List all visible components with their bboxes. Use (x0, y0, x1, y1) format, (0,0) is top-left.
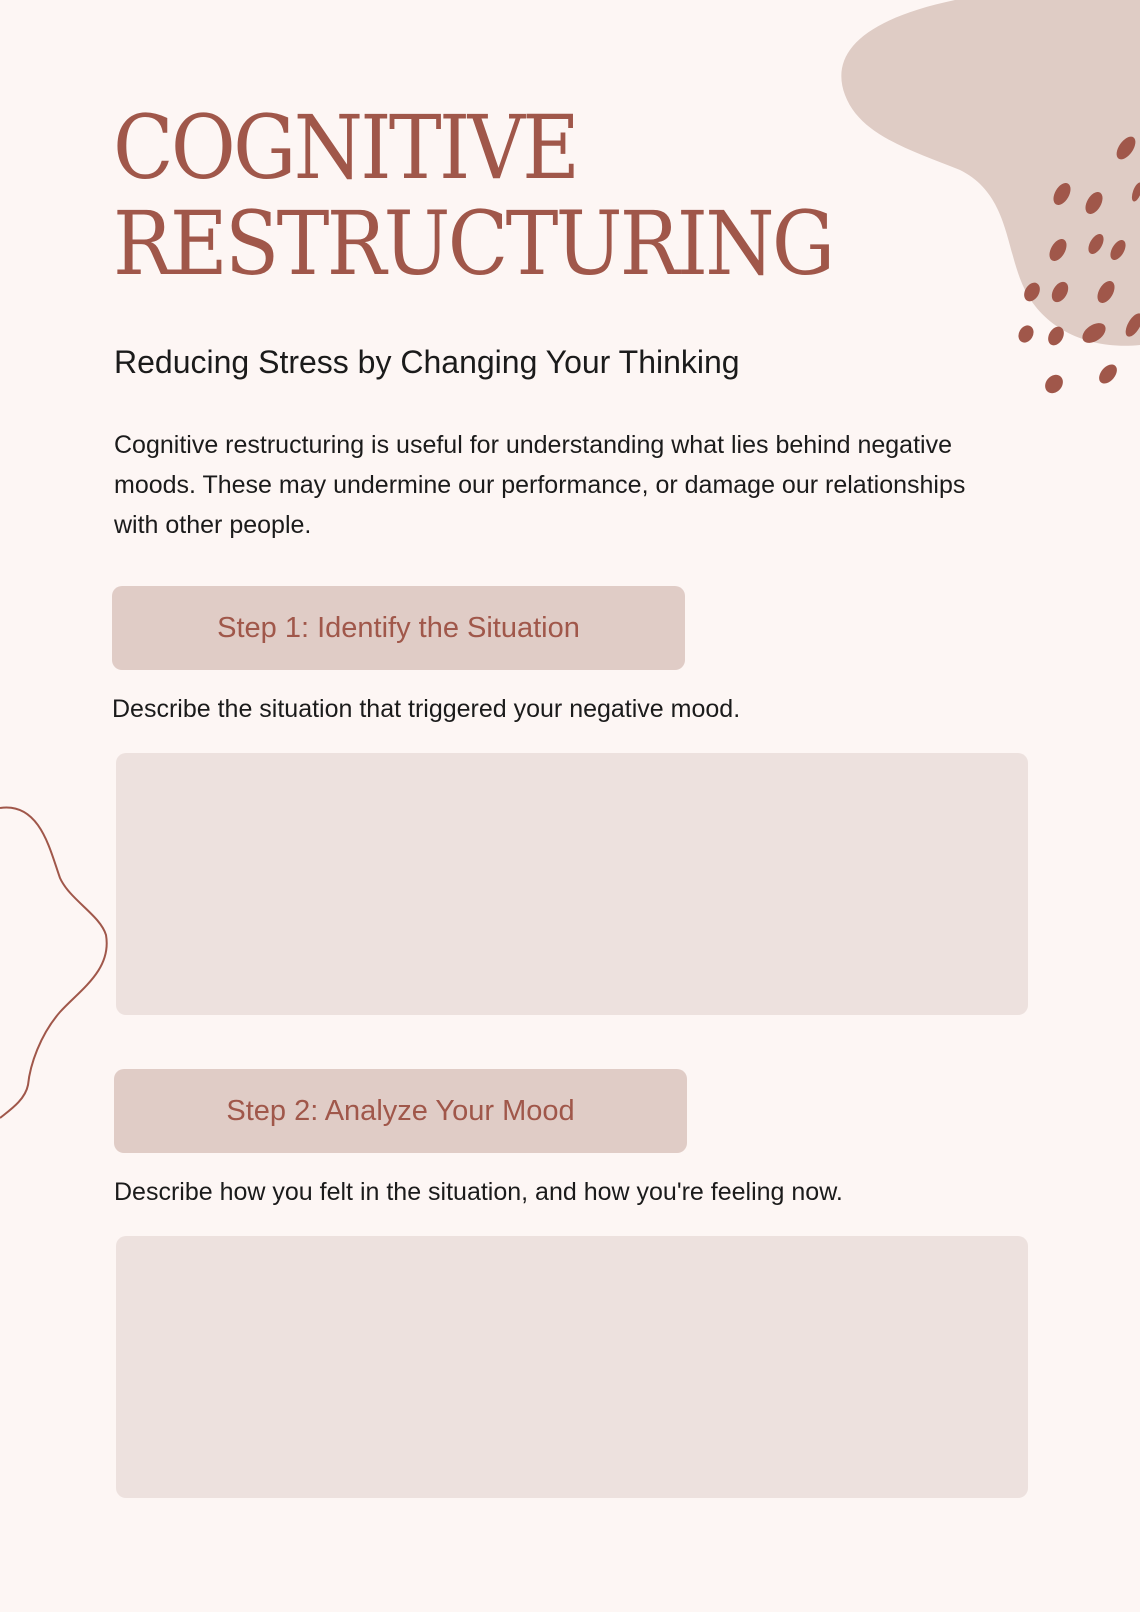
step-1-answer-box[interactable] (116, 753, 1028, 1015)
step-2-prompt: Describe how you felt in the situation, and how you're feeling now. (114, 1178, 843, 1206)
step-2-label: Step 2: Analyze Your Mood (226, 1094, 575, 1127)
step-1-prompt: Describe the situation that triggered your negative mood. (112, 695, 741, 723)
title-line-1: COGNITIVE (113, 96, 578, 199)
page-title (113, 96, 833, 295)
intro-paragraph: Cognitive restructuring is useful for understanding what lies behind negative moods. These may undermine our performance, or damage our relationships with other people. (114, 431, 966, 539)
subtitle: Reducing Stress by Changing Your Thinking (114, 344, 740, 380)
dot-cluster (1015, 133, 1140, 396)
decorative-wavy-line (0, 800, 120, 1150)
title-line-2: RESTRUCTURING (113, 192, 833, 295)
step-2-answer-box[interactable] (116, 1236, 1028, 1498)
decorative-dots (1000, 120, 1140, 410)
step-1-label: Step 1: Identify the Situation (217, 611, 580, 644)
step-2-banner (114, 1069, 687, 1153)
step-1-banner (112, 586, 685, 670)
